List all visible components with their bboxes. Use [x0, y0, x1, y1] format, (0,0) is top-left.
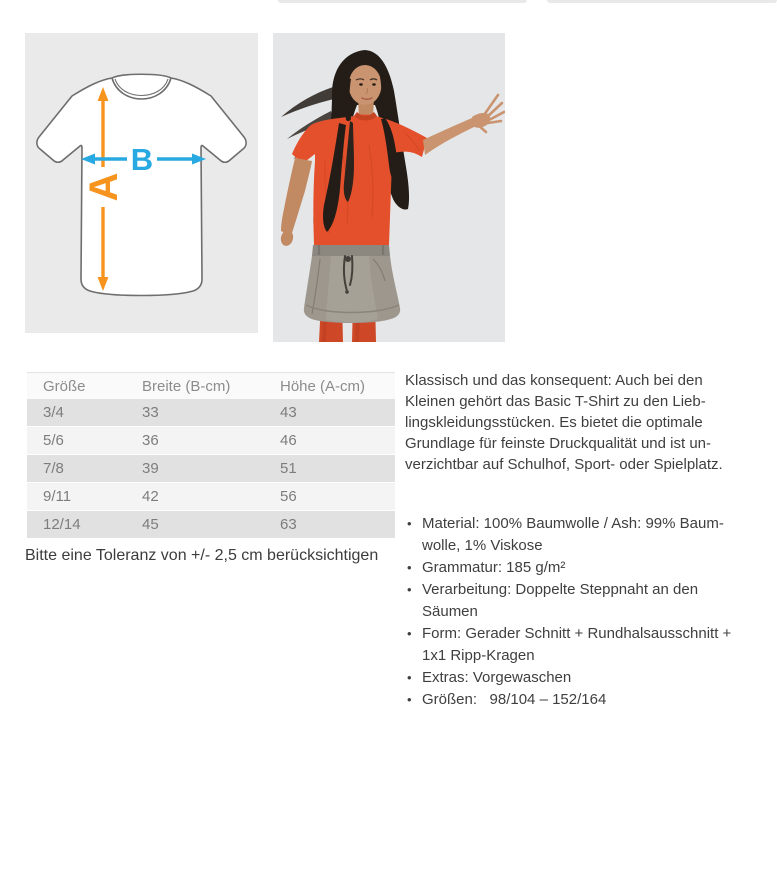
table-cell: 33 [126, 399, 264, 427]
spec-item-groessen: • Größen: 98/104 – 152/164 [405, 689, 743, 711]
tshirt-measure-illustration [25, 33, 258, 333]
table-cell: 56 [264, 483, 395, 511]
table-row [27, 511, 395, 539]
measurement-label-b: B [130, 141, 154, 177]
cutoff-element-top-right [547, 0, 777, 3]
spec-item-grammatur: • Grammatur: 185 g/m² [405, 557, 743, 579]
table-cell: 5/6 [27, 427, 126, 455]
table-cell: 63 [264, 511, 395, 539]
spec-item-extras: • Extras: Vorgewaschen [405, 667, 743, 689]
size-diagram [25, 33, 258, 333]
child-model-illustration [273, 33, 505, 342]
table-cell: 46 [264, 427, 395, 455]
table-cell: 3/4 [27, 399, 126, 427]
table-row [27, 483, 395, 511]
table-cell: 7/8 [27, 455, 126, 483]
table-row [27, 427, 395, 455]
table-row [27, 455, 395, 483]
table-cell: 43 [264, 399, 395, 427]
cutoff-element-top-left [278, 0, 527, 3]
table-cell: 36 [126, 427, 264, 455]
size-table [27, 372, 395, 539]
product-model-photo [273, 33, 505, 342]
col-header-hoehe: Höhe (A-cm) [264, 373, 395, 400]
table-cell: 42 [126, 483, 264, 511]
spec-list [405, 513, 743, 711]
table-cell: 9/11 [27, 483, 126, 511]
table-cell: 39 [126, 455, 264, 483]
table-cell: 12/14 [27, 511, 126, 539]
measurement-label-a: A [82, 172, 126, 202]
tolerance-note: Bitte eine Toleranz von +/- 2,5 cm berücksichtigen [25, 547, 379, 564]
description-intro: Klassisch und das konsequent: Auch bei den Kleinen gehört das Basic T-Shirt zu den Lieblingskleidungsstücken. Es bietet die optimale Grundlage für feinste Druckqualität und ist unverzichtbar auf Schulhof, Sport- oder Spielplatz. [405, 372, 723, 473]
spec-item-verarbeitung: • Verarbeitung: Doppelte Steppnaht an den Säumen [405, 579, 743, 623]
spec-item-material: • Material: 100% Baumwolle / Ash: 99% Baumwolle, 1% Viskose [405, 513, 743, 557]
table-row [27, 399, 395, 427]
spec-item-form: • Form: Gerader Schnitt + Rundhalsausschnitt + 1x1 Ripp-Kragen [405, 623, 743, 667]
product-description [405, 370, 743, 711]
col-header-breite: Breite (B-cm) [126, 373, 264, 400]
table-header-row [27, 373, 395, 400]
table-cell: 51 [264, 455, 395, 483]
col-header-size: Größe [27, 373, 126, 400]
table-cell: 45 [126, 511, 264, 539]
